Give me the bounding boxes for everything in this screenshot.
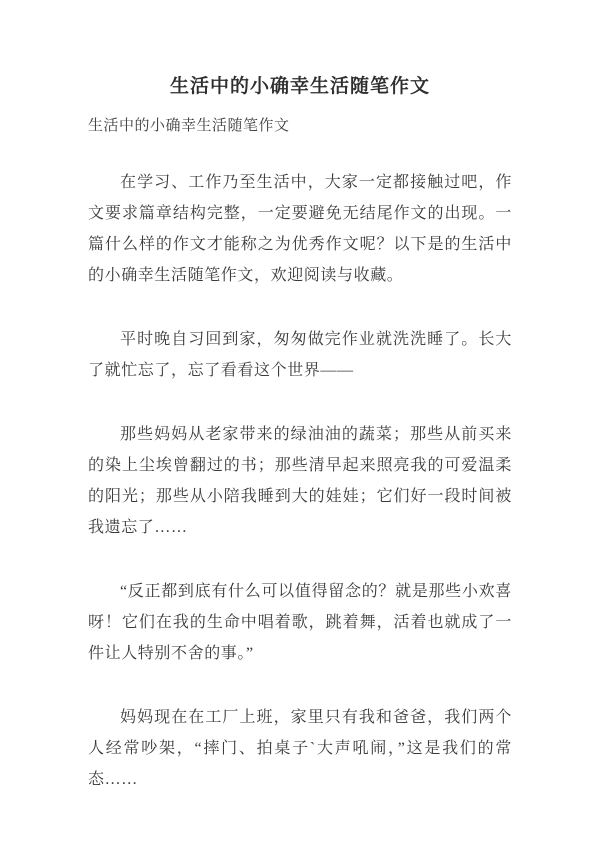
body-paragraph: “反正都到底有什么可以值得留念的？就是那些小欢喜呀！它们在我的生命中唱着歌，跳着舞，活着也就成了一件让人特别不舍的事。” [88, 583, 512, 662]
document-title: 生活中的小确幸生活随笔作文 [169, 76, 430, 97]
body-paragraph: 那些妈妈从老家带来的绿油油的蔬菜；那些从前买来的染上尘埃曾翻过的书；那些清早起来照亮我的可爱温柔的阳光；那些从小陪我睡到大的娃娃；它们好一段时间被我遗忘了…… [88, 426, 512, 536]
body-paragraph: 妈妈现在在工厂上班，家里只有我和爸爸，我们两个人经常吵架，“摔门、拍桌子`大声吼闹，”这是我们的常态…… [88, 709, 512, 788]
document-subtitle: 生活中的小确幸生活随笔作文 [88, 118, 290, 134]
body-paragraph: 在学习、工作乃至生活中，大家一定都接触过吧，作文要求篇章结构完整，一定要避免无结尾作文的出现。一篇什么样的作文才能称之为优秀作文呢？以下是的生活中的小确幸生活随笔作文，欢迎阅读与收藏。 [88, 174, 512, 284]
body-paragraph: 平时晚自习回到家，匆匆做完作业就洗洗睡了。长大了就忙忘了，忘了看看这个世界—— [88, 331, 512, 379]
